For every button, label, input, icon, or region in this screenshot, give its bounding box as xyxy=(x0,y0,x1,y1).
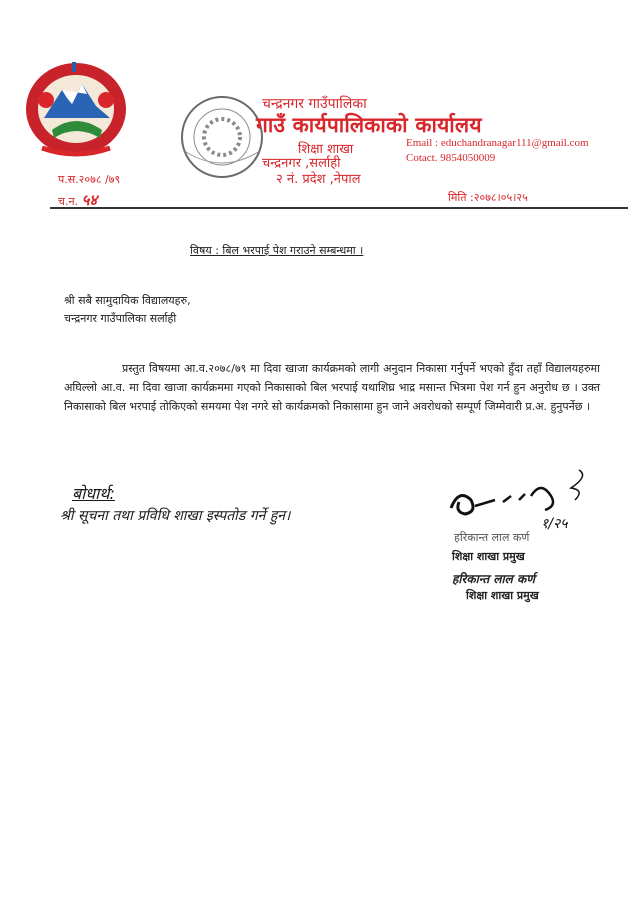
signatory-designation-stamp: शिक्षा शाखा प्रमुख xyxy=(466,589,539,602)
letter-body: प्रस्तुत विषयमा आ.व.२०७८/७९ मा दिवा खाजा कार्यक्रमको लागी अनुदान निकासा गर्नुपर्ने भएको हुँदा तहाँ विद्यालयहरुमा अघिल्लो आ.व. मा दिवा खाजा कार्यक्रममा गएको निकासाको बिल भरपाई यथाशिघ्र भाद्र मसान्त भित्रमा पेश गर्न हुन अनुरोध छ । उक्त निकासाको बिल भरपाई तोकिएको समयमा पेश नगरे सो कार्यक्रमको निकासामा हुन जाने अवरोधको सम्पूर्ण जिम्मेवारी प्र.अ. हुनुपर्नेछ । xyxy=(64,362,600,413)
note-heading: बोधार्थ: xyxy=(72,484,115,503)
office-title: गाउँ कार्यपालिकाको कार्यालय xyxy=(256,113,482,137)
address-line-1: चन्द्रनगर ,सर्लाही xyxy=(262,156,341,171)
note-text: श्री सूचना तथा प्रविधि शाखा इस्पतोड गर्ने हुन। xyxy=(60,508,291,524)
signatory-designation-typed: शिक्षा शाखा प्रमुख xyxy=(452,550,525,563)
signature-date: १/२५ xyxy=(541,516,568,532)
reference-ps: प.स.२०७८ /७९ xyxy=(58,173,121,186)
subject-line: विषय : बिल भरपाई पेश गराउने सम्बन्धमा । xyxy=(190,244,364,257)
office-name: चन्द्रनगर गाउँपालिका xyxy=(262,96,367,112)
recipient-line-1: श्री सबै सामुदायिक विद्यालयहरु, xyxy=(64,294,191,307)
office-seal-stamp xyxy=(176,92,268,182)
signatory-name-stamp: हरिकान्त लाल कर्ण xyxy=(452,572,535,586)
email-text: Email : educhandranagar111@gmail.com xyxy=(406,137,589,149)
reference-cn-number: ५४ xyxy=(81,191,98,209)
nepal-emblem-logo xyxy=(22,60,130,158)
handwritten-signature xyxy=(445,466,600,536)
handwritten-note xyxy=(60,482,400,540)
reference-cn-prefix: च.न. xyxy=(58,195,79,208)
address-line-2: २ नं. प्रदेश ,नेपाल xyxy=(276,172,361,187)
contact-text: Cotact. 9854050009 xyxy=(406,152,496,164)
recipient-line-2: चन्द्रनगर गाउँपालिका सर्लाही xyxy=(64,312,177,325)
header-divider xyxy=(50,207,628,209)
signatory-name-typed: हरिकान्त लाल कर्ण xyxy=(454,531,530,544)
branch-name: शिक्षा शाखा xyxy=(298,142,354,157)
letter-date: मिति :२०७८।०५।२५ xyxy=(448,191,528,204)
